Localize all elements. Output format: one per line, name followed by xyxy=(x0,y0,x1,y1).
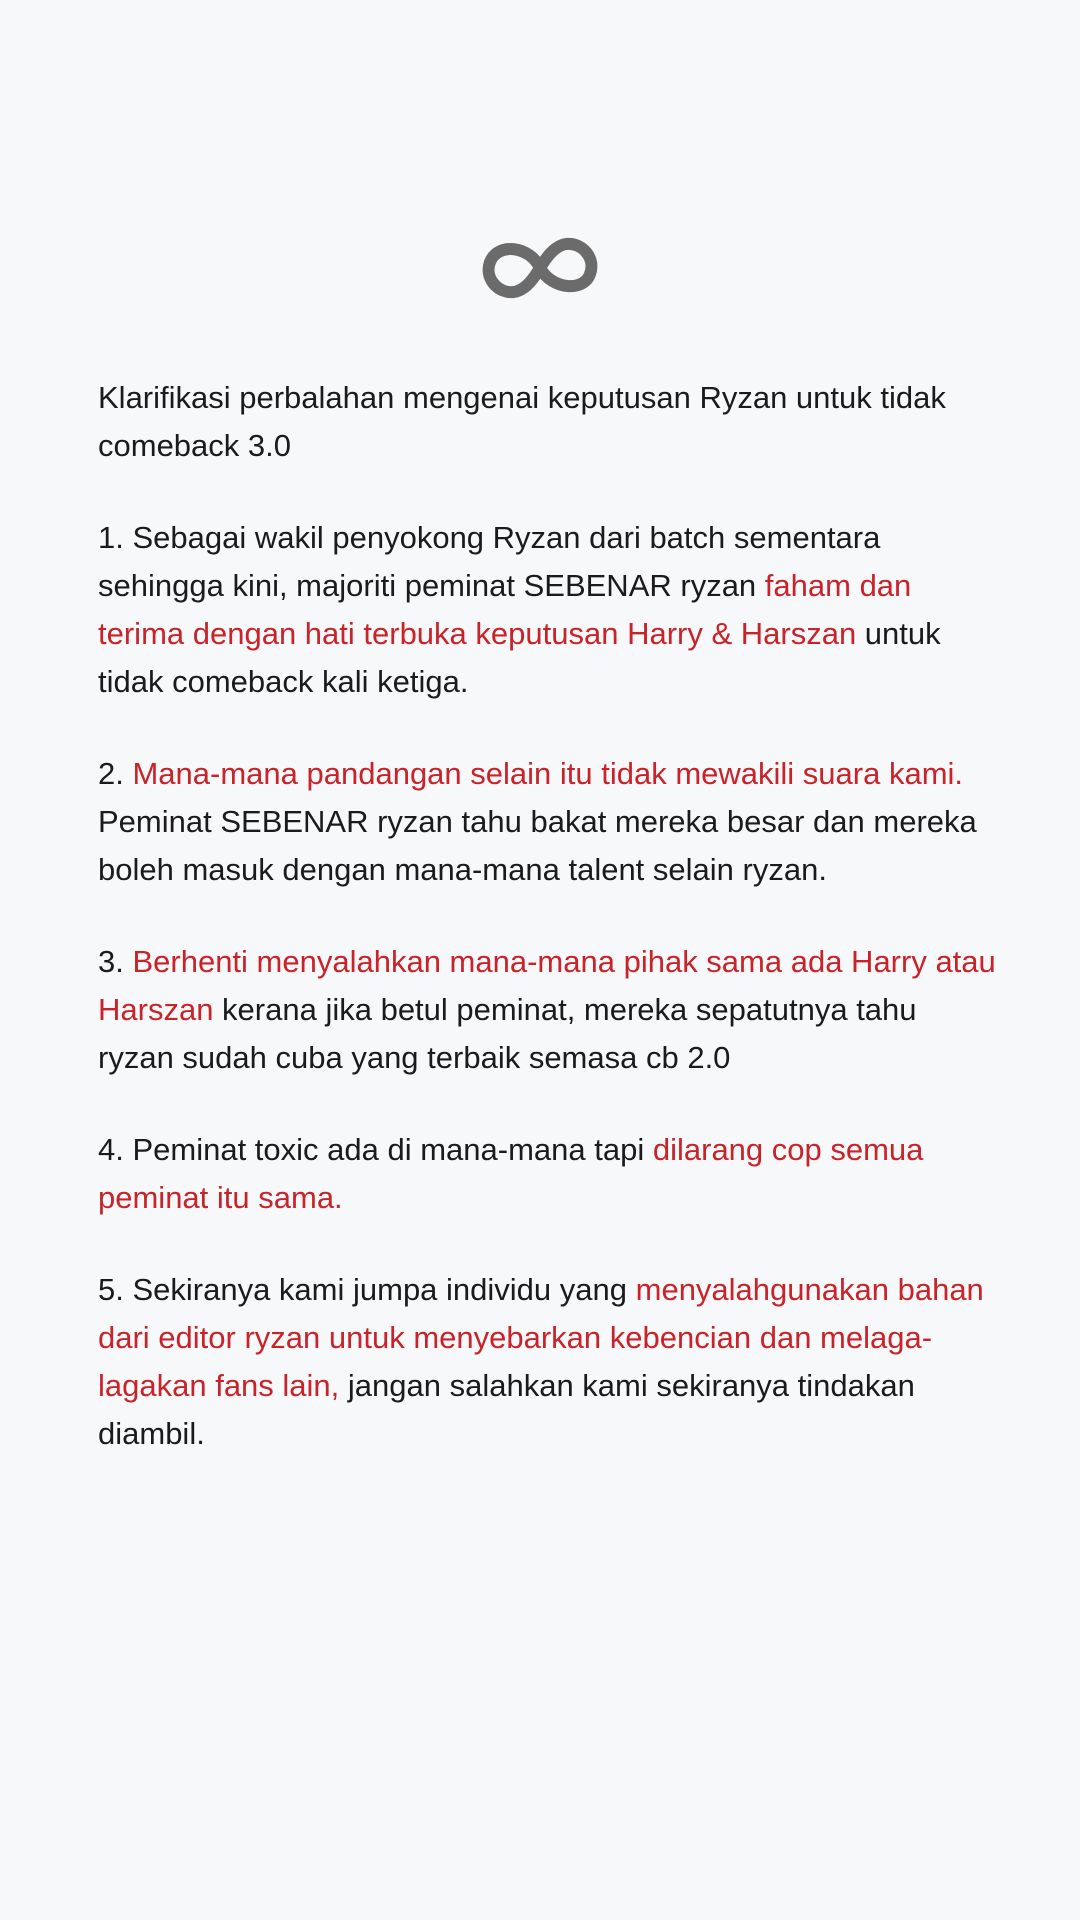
infinity-icon xyxy=(476,232,604,304)
point-4-highlight: dilarang cop semua peminat itu sama. xyxy=(98,1132,924,1215)
point-3-rest: kerana jika betul peminat, mereka sepatutnya tahu ryzan sudah cuba yang terbaik semasa cb 2.0 xyxy=(98,992,917,1075)
page-title: Klarifikasi perbalahan mengenai keputusan Ryzan untuk tidak comeback 3.0 xyxy=(98,380,946,463)
point-4-intro: 4. Peminat toxic ada di mana-mana tapi xyxy=(98,1132,653,1167)
point-3-intro: 3. xyxy=(98,944,133,979)
point-5-rest: jangan salahkan kami sekiranya tindakan diambil. xyxy=(98,1368,915,1451)
point-5 xyxy=(98,1266,998,1458)
point-1-rest: untuk tidak comeback kali ketiga. xyxy=(98,616,941,699)
point-1 xyxy=(98,514,998,706)
point-2-intro: 2. xyxy=(98,756,133,791)
point-2-rest: Peminat SEBENAR ryzan tahu bakat mereka besar dan mereka boleh masuk dengan mana-mana talent selain ryzan. xyxy=(98,804,977,887)
point-3 xyxy=(98,938,998,1082)
point-1-intro: 1. Sebagai wakil penyokong Ryzan dari batch sementara sehingga kini, majoriti peminat SEBENAR ryzan xyxy=(98,520,881,603)
point-2 xyxy=(98,750,998,894)
point-5-intro: 5. Sekiranya kami jumpa individu yang xyxy=(98,1272,636,1307)
point-3-highlight: Berhenti menyalahkan mana-mana pihak sama ada Harry atau Harszan xyxy=(98,944,996,1027)
point-2-highlight: Mana-mana pandangan selain itu tidak mewakili suara kami. xyxy=(132,756,964,791)
point-1-highlight: faham dan terima dengan hati terbuka keputusan Harry & Harszan xyxy=(98,568,912,651)
clarification-text xyxy=(98,374,998,1502)
point-4 xyxy=(98,1126,998,1222)
point-5-highlight: menyalahgunakan bahan dari editor ryzan untuk menyebarkan kebencian dan melaga-lagakan fans lain, xyxy=(98,1272,984,1403)
